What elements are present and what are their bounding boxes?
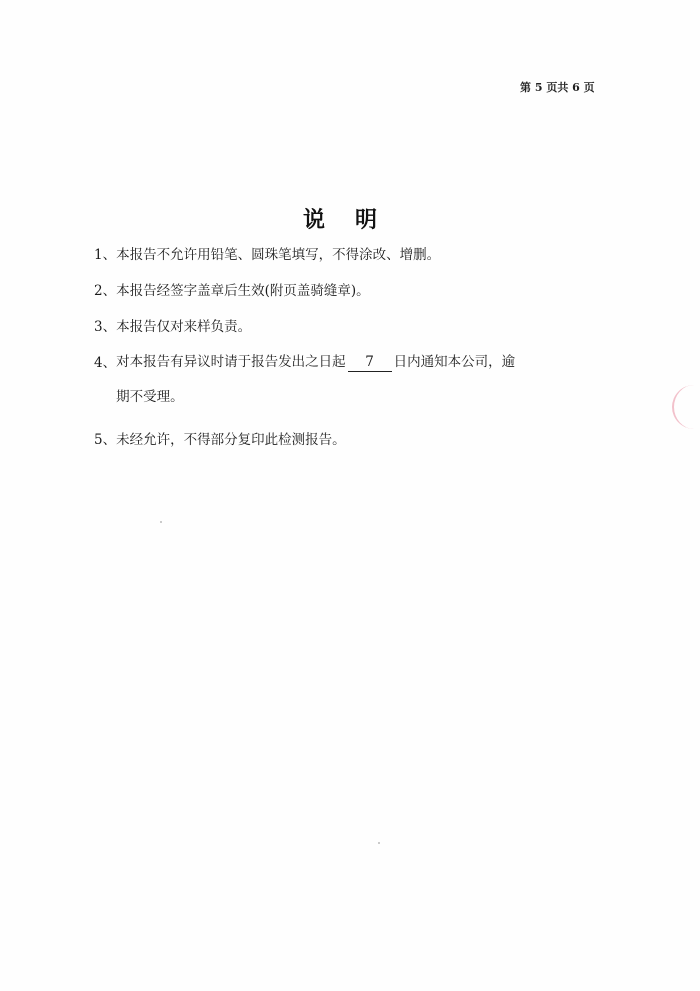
notes-list <box>94 244 614 465</box>
item-number: 1、 <box>94 247 117 263</box>
page-number: 第 5 页共 6 页 <box>520 81 595 94</box>
page-title: 说明 <box>302 207 407 233</box>
list-item <box>94 352 614 415</box>
list-item <box>94 280 614 302</box>
item-text-before: 对本报告有异议时请于报告发出之日起 <box>116 354 346 370</box>
seam-stamp-trace <box>672 385 700 429</box>
item-number: 5、 <box>94 432 117 448</box>
scan-speck <box>160 521 162 523</box>
days-blank: 7 <box>348 353 392 372</box>
item-text: 本报告经签字盖章后生效(附页盖骑缝章)。 <box>116 283 370 299</box>
item-text: 未经允许，不得部分复印此检测报告。 <box>116 432 346 448</box>
item-text-continued: 期不受理。 <box>116 389 184 405</box>
list-item <box>94 316 614 338</box>
item-number: 4、 <box>94 355 117 371</box>
list-item <box>94 429 614 451</box>
item-text-after: 日内通知本公司，逾 <box>393 354 516 370</box>
item-number: 3、 <box>94 319 117 335</box>
item-number: 2、 <box>94 283 117 299</box>
item-text: 本报告不允许用铅笔、圆珠笔填写，不得涂改、增删。 <box>116 247 441 263</box>
item-text <box>116 345 614 415</box>
scan-speck <box>378 842 380 844</box>
item-text: 本报告仅对来样负责。 <box>116 319 252 335</box>
list-item <box>94 244 614 266</box>
